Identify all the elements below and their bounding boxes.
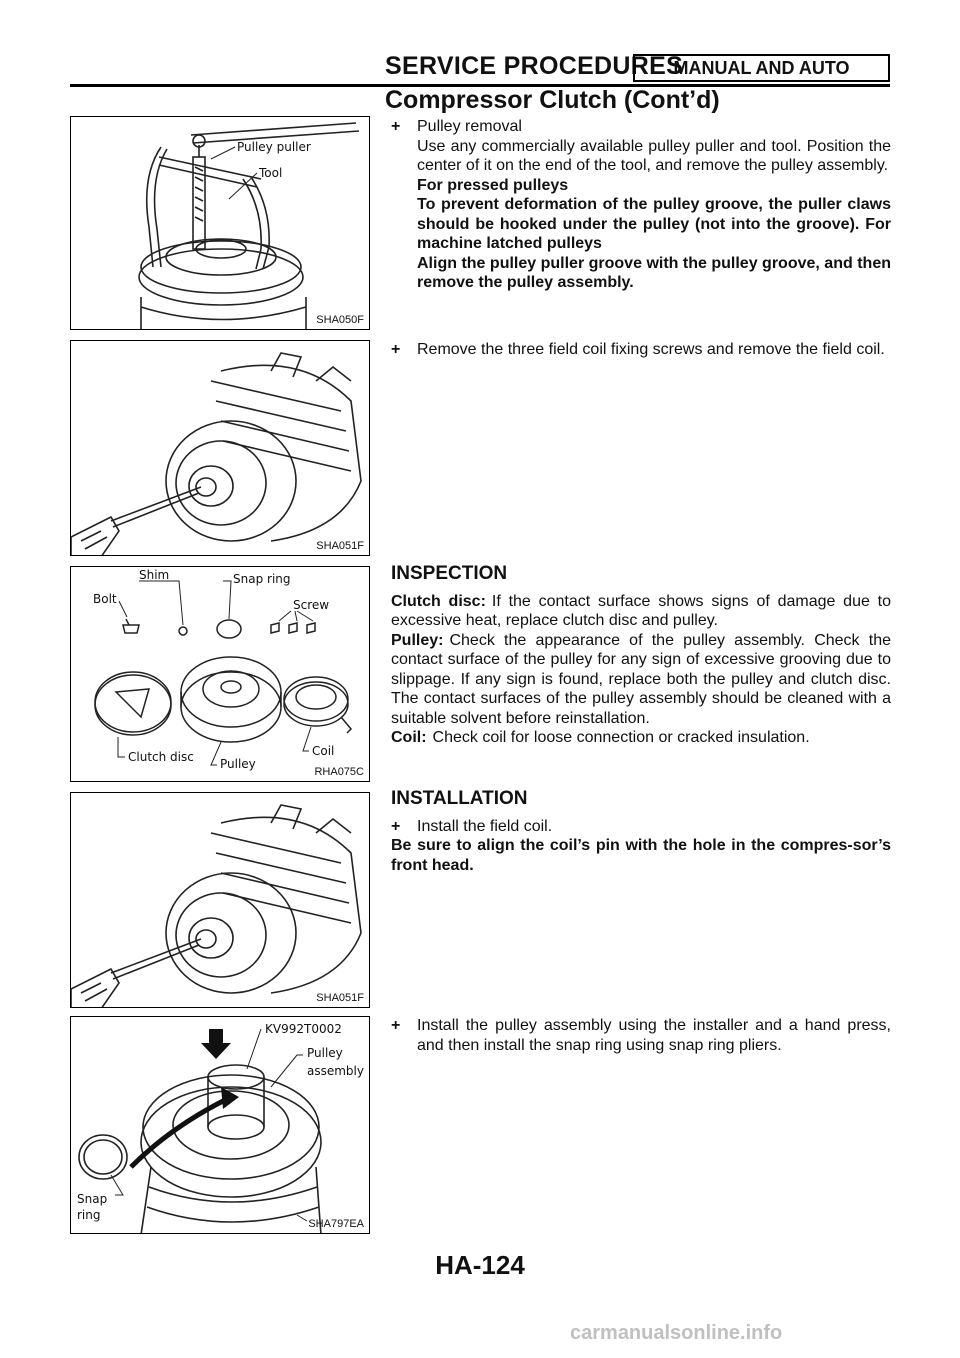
clutch-parts-illustration: [71, 567, 370, 782]
callout-shim: Shim: [139, 568, 170, 582]
callout-clutch-disc: Clutch disc: [128, 750, 194, 764]
term-label: Coil:: [391, 729, 427, 746]
item-body: Install the pulley assembly using the installer and a hand press, and then install the snap ring using snap ring pliers.: [417, 1017, 891, 1054]
pulley-install-illustration: [71, 1017, 370, 1234]
figure-field-coil-removal: [70, 340, 370, 556]
item-body: Use any commercially available pulley puller and tool. Position the center of it on the end of the tool, and remove the pulley assembly.: [417, 137, 891, 174]
figure-field-coil-install: [70, 792, 370, 1008]
bullet-marker: +: [391, 341, 401, 358]
note-heading: For pressed pulleys: [417, 176, 569, 194]
figure-id: SHA797EA: [308, 1218, 364, 1230]
item-body: Install the field coil.: [417, 817, 553, 835]
figure-pulley-install: [70, 1016, 370, 1234]
list-item: [391, 1016, 891, 1055]
callout-pulley: Pulley: [220, 757, 256, 771]
inspection-coil: [391, 728, 891, 748]
callout-pulley: Pulley: [307, 1046, 343, 1060]
figure-id: SHA051F: [316, 992, 364, 1004]
callout-ring: ring: [77, 1208, 101, 1222]
inspection-pulley: [391, 631, 891, 729]
list-item: [391, 340, 891, 360]
figure-id: RHA075C: [314, 766, 364, 778]
callout-tool-number: KV992T0002: [265, 1022, 342, 1036]
page-number: HA-124: [435, 1250, 525, 1280]
bullet-marker: +: [391, 118, 401, 135]
field-coil-removal-block: [391, 340, 891, 360]
inspection-block: [391, 564, 891, 748]
section-heading: INSPECTION: [391, 563, 508, 584]
callout-coil: Coil: [312, 744, 335, 758]
figure-id: SHA051F: [316, 540, 364, 552]
section-heading: INSTALLATION: [391, 788, 528, 809]
list-item: [391, 117, 891, 293]
callout-pulley-puller: Pulley puller: [237, 140, 311, 154]
item-body: Remove the three field coil fixing screws and remove the field coil.: [417, 341, 885, 358]
watermark: carmanualsonline.info: [570, 1322, 783, 1344]
bullet-marker: +: [391, 1017, 401, 1034]
figure-clutch-parts: [70, 566, 370, 782]
term-text: Check the appearance of the pulley assembly. Check the contact surface of the pulley for any sign of excessive grooving due to slippage. If any sign is found, replace both the pulley and clutch disc. The contact surfaces of the pulley assembly should be cleaned with a suitable solvent before reinstallation.: [391, 631, 891, 727]
list-item: [391, 817, 891, 837]
installation-block: [391, 789, 891, 875]
field-coil-install-illustration: [71, 793, 370, 1008]
item-title: Pulley removal: [417, 118, 522, 135]
field-coil-removal-illustration: [71, 341, 370, 556]
figure-pulley-puller: [70, 116, 370, 330]
callout-snap: Snap: [77, 1192, 108, 1206]
callout-assembly: assembly: [307, 1064, 364, 1078]
term-label: Pulley:: [391, 631, 444, 649]
pulley-puller-illustration: [71, 117, 370, 330]
callout-screw: Screw: [293, 598, 330, 612]
term-text: If the contact surface shows signs of damage due to excessive heat, replace clutch disc and pulley.: [391, 592, 892, 629]
callout-tool: Tool: [259, 166, 283, 180]
inspection-clutch: [391, 592, 891, 631]
install-note: Be sure to align the coil’s pin with the hole in the compres-sor’s front head.: [391, 837, 891, 874]
removal-block: [391, 117, 891, 293]
callout-snap-ring: Snap ring: [233, 572, 291, 586]
figure-id: SHA050F: [316, 314, 364, 326]
callout-bolt: Bolt: [93, 592, 117, 606]
applicability-tag: MANUAL AND AUTO: [633, 54, 890, 82]
note-body: Align the pulley puller groove with the pulley groove, and then remove the pulley assembly.: [417, 254, 891, 291]
page-subtitle: Compressor Clutch (Cont’d): [385, 86, 720, 114]
term-label: Clutch disc:: [391, 592, 486, 610]
note-body: To prevent deformation of the pulley groove, the puller claws should be hooked under the pulley (not into the groove). For machine latched pulleys: [417, 196, 891, 252]
section-title: SERVICE PROCEDURES: [385, 52, 684, 80]
term-text: Check coil for loose connection or cracked insulation.: [432, 729, 810, 746]
bullet-marker: +: [391, 817, 401, 835]
pulley-install-block: [391, 1016, 891, 1055]
